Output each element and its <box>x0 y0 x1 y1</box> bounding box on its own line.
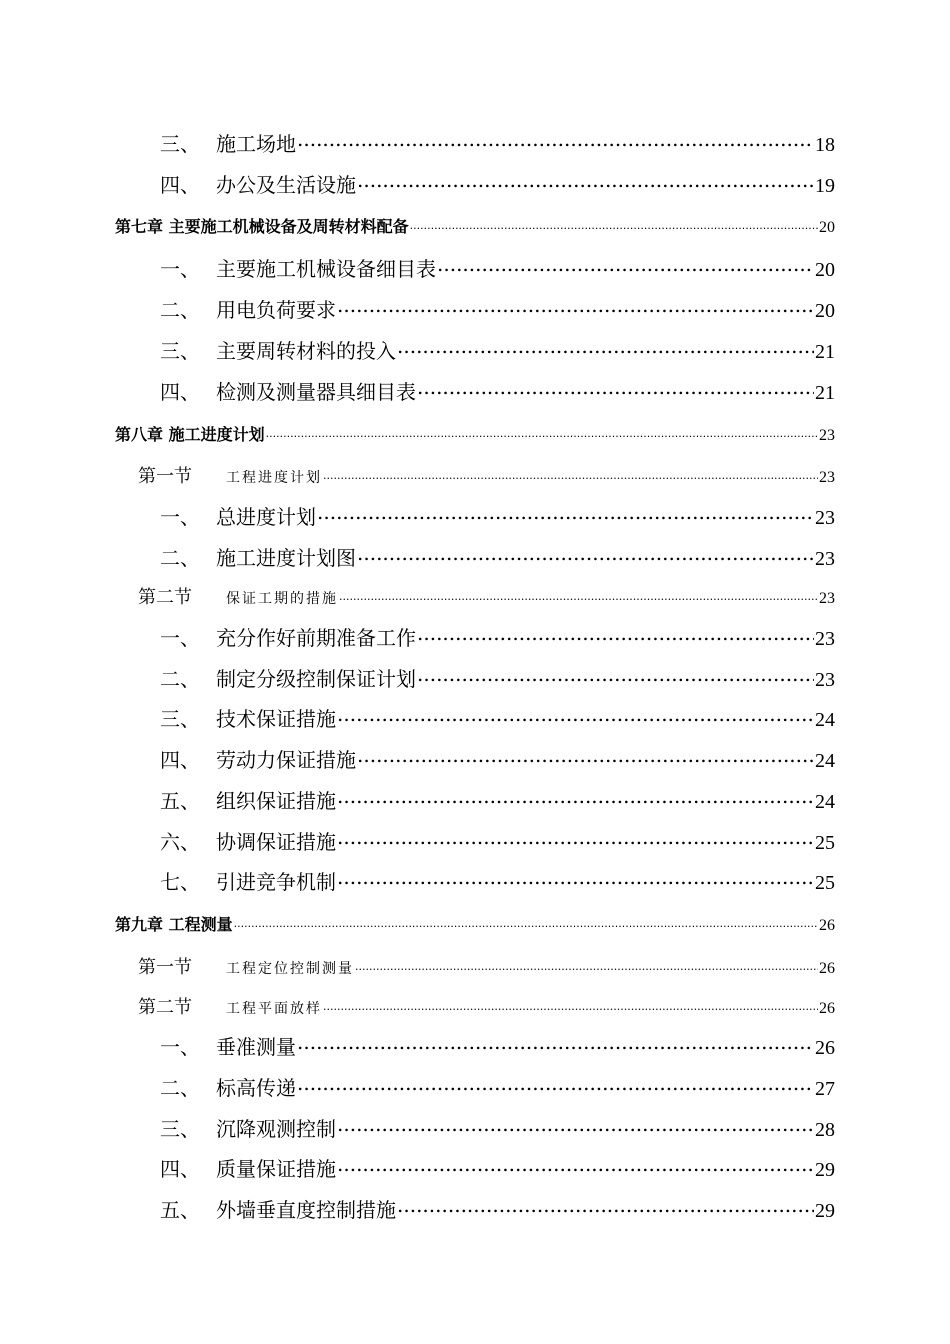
toc-dot-leader <box>297 1034 814 1054</box>
toc-chapter[interactable] <box>115 912 835 934</box>
toc-entry[interactable] <box>160 622 835 650</box>
toc-entry-title: 制定分级控制保证计划 <box>216 667 416 691</box>
toc-entry-page: 24 <box>815 791 835 813</box>
toc-entry[interactable] <box>160 335 835 363</box>
toc-chapter[interactable] <box>115 422 835 444</box>
toc-entry-title: 劳动力保证措施 <box>216 748 356 772</box>
toc-entry-number: 三、 <box>160 707 200 731</box>
toc-dot-leader <box>357 172 814 192</box>
toc-entry[interactable] <box>160 1072 835 1100</box>
toc-entry-number: 一、 <box>160 257 200 281</box>
toc-chapter-number: 第七章 <box>115 217 164 236</box>
toc-entry-number: 六、 <box>160 830 200 854</box>
toc-entry-number: 二、 <box>160 546 200 570</box>
toc-entry[interactable] <box>160 1031 835 1059</box>
toc-entry-number: 二、 <box>160 667 200 691</box>
toc-dot-leader <box>417 379 814 399</box>
toc-dot-leader <box>337 788 814 808</box>
toc-entry-page: 23 <box>815 548 835 570</box>
toc-dot-leader <box>355 962 818 973</box>
toc-entry-title: 主要施工机械设备细目表 <box>216 257 436 281</box>
toc-entry-title: 主要周转材料的投入 <box>216 339 396 363</box>
toc-entry-page: 25 <box>815 832 835 854</box>
toc-chapter-page: 23 <box>819 427 835 444</box>
toc-dot-leader <box>357 545 814 565</box>
toc-dot-leader <box>337 1156 814 1176</box>
toc-entry-page: 27 <box>815 1078 835 1100</box>
toc-entry-number: 一、 <box>160 626 200 650</box>
toc-entry-title: 充分作好前期准备工作 <box>216 626 416 650</box>
toc-entry[interactable] <box>160 866 835 894</box>
toc-section-page: 23 <box>819 590 835 607</box>
toc-entry-number: 三、 <box>160 1117 200 1141</box>
toc-entry[interactable] <box>160 169 835 197</box>
toc-entry[interactable] <box>160 1153 835 1181</box>
toc-entry[interactable] <box>160 128 835 156</box>
toc-entry-page: 23 <box>815 628 835 650</box>
toc-entry-number: 三、 <box>160 132 200 156</box>
toc-chapter-title: 主要施工机械设备及周转材料配备 <box>168 217 409 236</box>
toc-entry-title: 办公及生活设施 <box>216 173 356 197</box>
toc-entry-title: 沉降观测控制 <box>216 1117 336 1141</box>
toc-entry-page: 25 <box>815 872 835 894</box>
toc-entry-number: 五、 <box>160 789 200 813</box>
toc-dot-leader <box>417 666 814 686</box>
toc-entry-title: 质量保证措施 <box>216 1157 336 1181</box>
toc-entry-number: 七、 <box>160 870 200 894</box>
toc-entry[interactable] <box>160 663 835 691</box>
toc-entry-title: 技术保证措施 <box>216 707 336 731</box>
toc-section-page: 23 <box>819 469 835 486</box>
toc-entry-number: 四、 <box>160 380 200 404</box>
toc-dot-leader <box>234 919 818 930</box>
toc-section-title: 工程平面放样 <box>226 1001 322 1017</box>
toc-entry-page: 24 <box>815 750 835 772</box>
toc-chapter-title: 施工进度计划 <box>168 425 265 444</box>
toc-dot-leader <box>337 829 814 849</box>
toc-entry-title: 引进竞争机制 <box>216 870 336 894</box>
toc-entry-number: 二、 <box>160 1076 200 1100</box>
toc-section-number: 第二节 <box>138 997 192 1018</box>
toc-entry[interactable] <box>160 1194 835 1222</box>
toc-entry-number: 一、 <box>160 505 200 529</box>
toc-entry-number: 四、 <box>160 748 200 772</box>
toc-section[interactable] <box>138 462 835 486</box>
toc-entry-page: 23 <box>815 507 835 529</box>
toc-chapter-page: 20 <box>819 219 835 236</box>
toc-section-page: 26 <box>819 960 835 977</box>
toc-entry-title: 施工进度计划图 <box>216 546 356 570</box>
toc-entry-title: 用电负荷要求 <box>216 298 336 322</box>
toc-section-title: 保证工期的措施 <box>226 591 338 607</box>
toc-entry-number: 四、 <box>160 173 200 197</box>
toc-section-number: 第一节 <box>138 957 192 978</box>
toc-dot-leader <box>337 1116 814 1136</box>
toc-entry-number: 一、 <box>160 1035 200 1059</box>
toc-entry[interactable] <box>160 744 835 772</box>
toc-entry-page: 24 <box>815 709 835 731</box>
toc-entry[interactable] <box>160 785 835 813</box>
toc-entry-title: 标高传递 <box>216 1076 296 1100</box>
toc-entry[interactable] <box>160 501 835 529</box>
toc-section-number: 第一节 <box>138 466 192 487</box>
toc-entry[interactable] <box>160 826 835 854</box>
toc-dot-leader <box>323 471 818 482</box>
toc-dot-leader <box>339 592 818 603</box>
toc-dot-leader <box>323 1002 818 1013</box>
toc-dot-leader <box>437 256 814 276</box>
toc-entry-page: 29 <box>815 1200 835 1222</box>
toc-dot-leader <box>337 297 814 317</box>
toc-entry-page: 28 <box>815 1119 835 1141</box>
toc-entry-number: 五、 <box>160 1198 200 1222</box>
toc-entry-number: 四、 <box>160 1157 200 1181</box>
toc-entry-page: 21 <box>815 341 835 363</box>
toc-chapter-number: 第九章 <box>115 915 164 934</box>
toc-chapter-number: 第八章 <box>115 425 164 444</box>
toc-dot-leader <box>417 625 814 645</box>
toc-chapter-page: 26 <box>819 917 835 934</box>
toc-dot-leader <box>317 504 814 524</box>
toc-entry[interactable] <box>160 703 835 731</box>
toc-dot-leader <box>297 131 814 151</box>
toc-section[interactable] <box>138 953 835 977</box>
toc-dot-leader <box>410 221 818 232</box>
toc-entry-page: 19 <box>815 175 835 197</box>
toc-dot-leader <box>337 869 814 889</box>
toc-entry-page: 20 <box>815 259 835 281</box>
toc-entry-page: 26 <box>815 1037 835 1059</box>
toc-entry-number: 三、 <box>160 339 200 363</box>
toc-entry-title: 施工场地 <box>216 132 296 156</box>
toc-entry-page: 23 <box>815 669 835 691</box>
toc-entry[interactable] <box>160 294 835 322</box>
toc-entry-title: 协调保证措施 <box>216 830 336 854</box>
toc-section[interactable] <box>138 993 835 1017</box>
toc-section-page: 26 <box>819 1000 835 1017</box>
toc-dot-leader <box>357 747 814 767</box>
toc-entry-title: 检测及测量器具细目表 <box>216 380 416 404</box>
toc-entry[interactable] <box>160 376 835 404</box>
toc-entry-title: 外墙垂直度控制措施 <box>216 1198 396 1222</box>
toc-dot-leader <box>266 429 818 440</box>
toc-dot-leader <box>297 1075 814 1095</box>
toc-entry-page: 20 <box>815 300 835 322</box>
toc-entry-number: 二、 <box>160 298 200 322</box>
toc-entry-title: 组织保证措施 <box>216 789 336 813</box>
toc-dot-leader <box>337 706 814 726</box>
toc-section-number: 第二节 <box>138 587 192 608</box>
toc-section-title: 工程定位控制测量 <box>226 961 354 977</box>
toc-chapter[interactable] <box>115 214 835 236</box>
toc-chapter-title: 工程测量 <box>168 915 233 934</box>
toc-entry[interactable] <box>160 1113 835 1141</box>
toc-dot-leader <box>397 1197 814 1217</box>
toc-entry-title: 垂准测量 <box>216 1035 296 1059</box>
toc-dot-leader <box>397 338 814 358</box>
toc-entry-title: 总进度计划 <box>216 505 316 529</box>
toc-entry[interactable] <box>160 542 835 570</box>
toc-entry[interactable] <box>160 253 835 281</box>
toc-entry-page: 29 <box>815 1159 835 1181</box>
toc-entry-page: 21 <box>815 382 835 404</box>
toc-section-title: 工程进度计划 <box>226 470 322 486</box>
toc-section[interactable] <box>138 583 835 607</box>
toc-entry-page: 18 <box>815 134 835 156</box>
